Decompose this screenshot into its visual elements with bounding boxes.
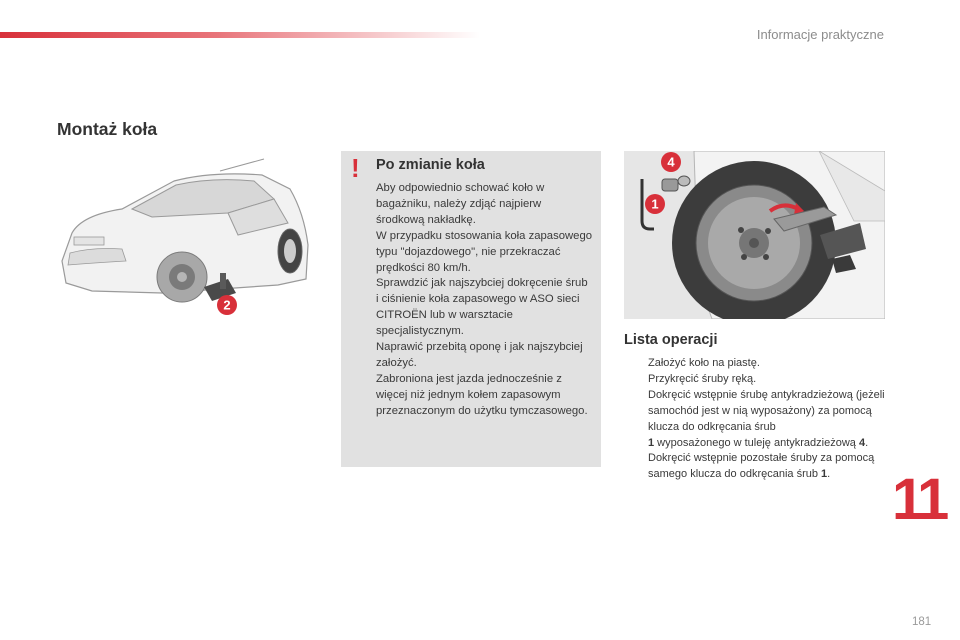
- wheel-illustration: [624, 151, 885, 319]
- section-label: Informacje praktyczne: [756, 27, 884, 42]
- reference-number: 4: [858, 436, 866, 449]
- list-item-text: Przykręcić śruby ręką.: [648, 372, 757, 385]
- warning-paragraph: Aby odpowiednio schować koło w bagażniku, należy zdjąć najpierw środkową nakładkę.: [376, 182, 545, 226]
- callout-2-label: 2: [223, 297, 231, 313]
- warning-paragraph: Sprawdzić jak najszybciej dokręcenie śrub i ciśnienie koła zapasowego w ASO sieci CITROËN lub w warsztacie specjalistycznym.: [376, 277, 588, 338]
- warning-panel: [341, 151, 601, 467]
- warning-paragraph: Naprawić przebitą oponę i jak najszybciej założyć.: [376, 341, 583, 369]
- warning-title: Po zmianie koła: [376, 157, 485, 173]
- warning-paragraph: Zabroniona jest jazda jednocześnie z więcej niż jednym kołem zapasowym przeznaczonym do użytku tymczasowego.: [376, 372, 588, 417]
- reference-number: 1: [821, 468, 828, 481]
- wheel-drawing: [624, 151, 885, 319]
- list-item-text: Założyć koło na piastę.: [648, 357, 760, 369]
- list-item: [624, 451, 894, 483]
- operations-list: [624, 356, 894, 483]
- page-number: 181: [912, 616, 932, 628]
- callout-2-icon: [216, 294, 238, 316]
- list-item-text: Dokręcić wstępnie pozostałe śruby za pomocą samego klucza do odkręcania śrub: [648, 452, 875, 481]
- list-item: [624, 372, 894, 388]
- page-title: Montaż koła: [57, 119, 158, 139]
- callout-4-icon: [660, 151, 682, 173]
- warning-paragraph: W przypadku stosowania koła zapasowego typu "dojazdowego", nie przekraczać prędkości 80 km/h.: [376, 229, 593, 274]
- list-item-text: Dokręcić wstępnie śrubę antykradzieżową (jeżeli samochód jest w nią wyposażony) za pomocą klucza do odkręcania śrub: [648, 388, 885, 433]
- reference-number: 1: [648, 436, 655, 449]
- operations-title: Lista operacji: [624, 332, 718, 348]
- exclamation-icon: !: [351, 153, 360, 183]
- car-illustration: [52, 153, 320, 321]
- callout-4-label: 4: [667, 154, 675, 170]
- callout-1-icon: [644, 193, 666, 215]
- header-accent-bar: [0, 32, 480, 38]
- list-item: [624, 356, 894, 372]
- list-item-text: .: [827, 468, 831, 481]
- list-item-text: .: [865, 436, 869, 449]
- list-item: [624, 388, 894, 452]
- list-item-text: wyposażonego w tuleję antykradzieżową: [654, 436, 859, 449]
- callout-1-label: 1: [651, 196, 659, 212]
- warning-text: [376, 181, 592, 420]
- chapter-number: 11: [892, 467, 946, 532]
